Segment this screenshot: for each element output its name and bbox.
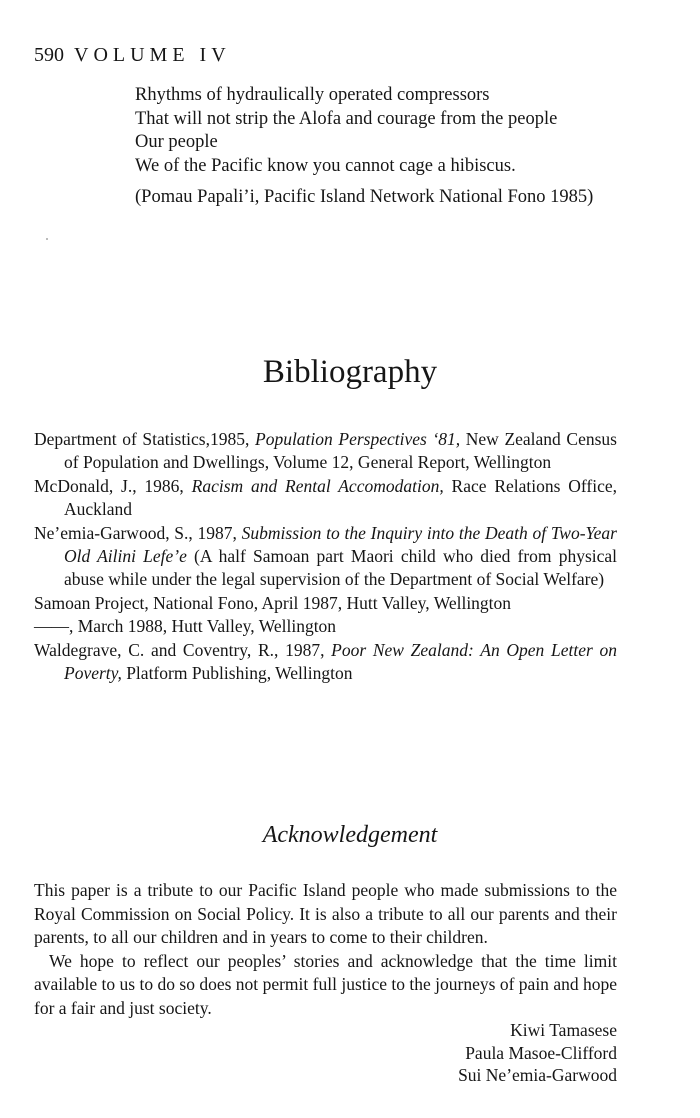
bibliography-entry: McDonald, J., 1986, Racism and Rental Accomodation, Race Relations Office, Auckland xyxy=(34,475,618,520)
acknowledgement-title: Acknowledgement xyxy=(262,822,438,848)
acknowledgement-paragraph: We hope to reflect our peoples’ stories and acknowledge that the time limit available to us to do so does not permit full justice to the journeys of pain and hope for a fair and just society. xyxy=(34,950,617,1018)
running-header xyxy=(34,44,231,67)
page-number: 590 xyxy=(34,44,64,66)
volume-label: VOLUME IV xyxy=(74,44,231,66)
signatory-name: Kiwi Tamasese xyxy=(510,1020,617,1040)
acknowledgement-paragraph: This paper is a tribute to our Pacific Island people who made submissions to the Royal Commission on Social Policy. It is also a tribute to all our parents and their parents, to all our children and in years to come to their children. xyxy=(34,880,617,947)
poem-credit: (Pomau Papali’i, Pacific Island Network National Fono 1985) xyxy=(135,187,594,207)
bibliography-entry: ——, March 1988, Hutt Valley, Wellington xyxy=(34,616,337,637)
poem xyxy=(135,84,557,178)
acknowledgement-text xyxy=(34,879,617,1020)
bibliography-entry: Department of Statistics,1985, Population Perspectives ‘81, New Zealand Census of Population and Dwellings, Volume 12, General Report, Wellington xyxy=(34,429,617,473)
signatories xyxy=(458,1019,617,1087)
signatory-name: Paula Masoe-Clifford xyxy=(465,1042,617,1063)
bibliography-entry: Ne’emia-Garwood, S., 1987, Submission to the Inquiry into the Death of Two-Year Old Ailini Lefe’e (A half Samoan part Maori child who died from physical abuse while under the legal supervision of the Department of Social Welfare) xyxy=(34,522,618,590)
poem-line: Rhythms of hydraulically operated compressors xyxy=(135,85,490,105)
bibliography-entry: Samoan Project, National Fono, April 1987, Hutt Valley, Wellington xyxy=(34,592,512,613)
poem-line: Our people xyxy=(135,132,218,152)
poem-line: That will not strip the Alofa and courage from the people xyxy=(135,108,558,129)
signatory-name: Sui Ne’emia-Garwood xyxy=(458,1065,617,1085)
poem-line: We of the Pacific know you cannot cage a hibiscus. xyxy=(135,155,516,176)
bibliography-list xyxy=(34,428,617,685)
bibliography-title: Bibliography xyxy=(262,354,438,390)
bibliography-entry: Waldegrave, C. and Coventry, R., 1987, Poor New Zealand: An Open Letter on Poverty, Platform Publishing, Wellington xyxy=(34,639,617,684)
scan-speck xyxy=(46,238,48,240)
